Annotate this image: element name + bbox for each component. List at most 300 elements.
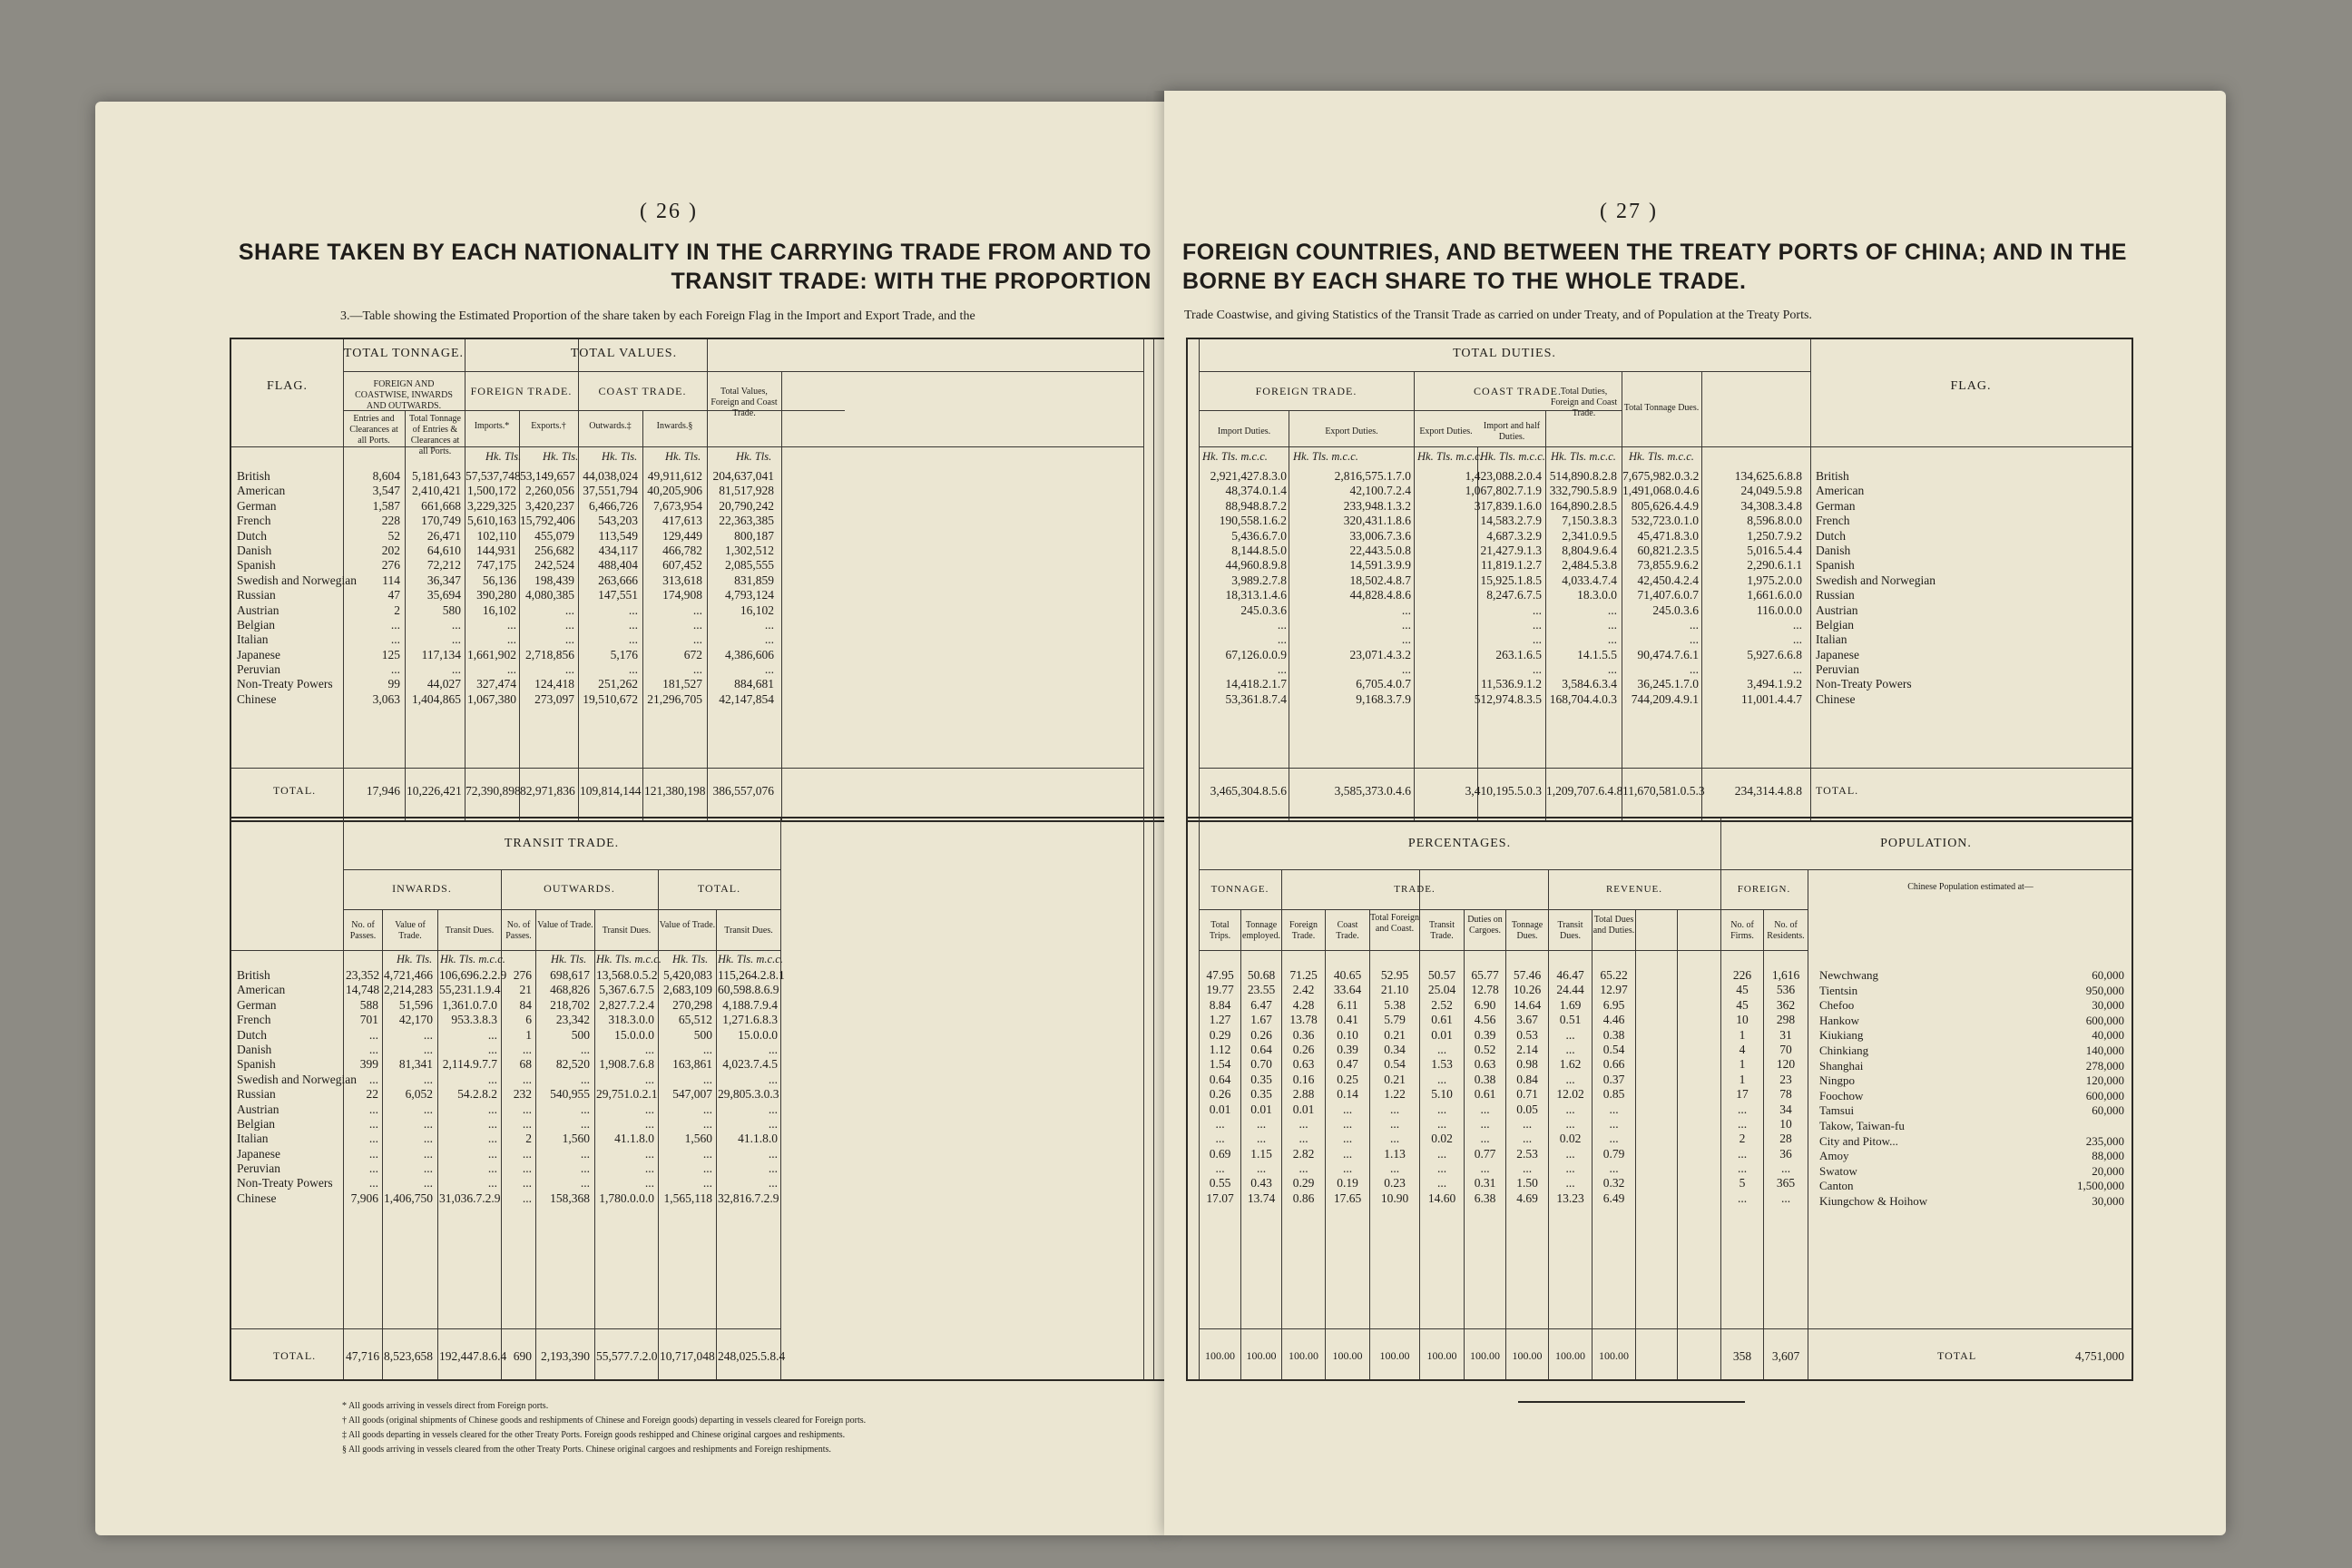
table-cell: 0.52 xyxy=(1474,1042,1496,1056)
table-cell: 500 xyxy=(571,1027,590,1042)
table-cell: 10 xyxy=(1779,1116,1792,1131)
table-cell: 0.34 xyxy=(1384,1042,1406,1056)
table-cell: ... xyxy=(487,1102,497,1116)
table-cell: 50.57 xyxy=(1427,968,1456,982)
table-cell: ... xyxy=(487,1132,497,1146)
flag-list-right xyxy=(1816,469,2124,707)
table-cell: 270,298 xyxy=(672,997,712,1012)
table-cell: ... xyxy=(390,632,400,647)
table-cell: 22,363,385 xyxy=(719,514,774,528)
table-cell: 23,342 xyxy=(555,1013,590,1027)
table-cell: 6,705.4.0.7 xyxy=(1356,677,1411,691)
page-title-left-line2: TRANSIT TRADE: WITH THE PROPORTION xyxy=(671,269,1152,294)
table-cell: British xyxy=(1816,469,1849,483)
table-cell: ... xyxy=(1342,1116,1353,1131)
table-cell: 512,974.8.3.5 xyxy=(1474,691,1542,706)
table-cell: ... xyxy=(768,1176,778,1191)
table-cell: 0.05 xyxy=(1516,1102,1538,1116)
table-cell: German xyxy=(237,997,277,1012)
table-cell: ... xyxy=(1737,1161,1748,1176)
table-cell: 64,610 xyxy=(426,543,461,557)
table-cell: 2.88 xyxy=(1292,1087,1315,1102)
table-cell: 3,547 xyxy=(372,484,400,498)
table-cell: 6.38 xyxy=(1474,1191,1496,1205)
table-cell: 884,681 xyxy=(734,677,774,691)
table-cell: ... xyxy=(580,1116,590,1131)
table-cell: 2,410,421 xyxy=(412,484,461,498)
transit-pct-column xyxy=(1420,968,1464,1206)
table-cell: 2,214,283 xyxy=(384,983,433,997)
table-cell: ... xyxy=(1256,1116,1267,1131)
table-cell: 4,033.4.7.4 xyxy=(1562,573,1617,587)
tonnage-dues-pct-column xyxy=(1506,968,1548,1206)
chinese-pop-header: Chinese Population estimated at— xyxy=(1907,882,2034,892)
table-cell: 42,100.7.2.4 xyxy=(1349,484,1411,498)
table-cell: 466,782 xyxy=(662,543,702,557)
table-cell: 3.67 xyxy=(1516,1013,1538,1027)
unit-label: Hk. Tls. m.c.c. xyxy=(1480,450,1545,463)
table-cell: ... xyxy=(580,1146,590,1161)
table-cell: 4,080,385 xyxy=(525,588,574,603)
table-cell: 1,560 xyxy=(684,1132,712,1146)
table-cell: ... xyxy=(522,1191,532,1205)
table-cell: ... xyxy=(1565,1027,1575,1042)
table-cell: 16,102 xyxy=(482,603,516,617)
table-cell: ... xyxy=(1436,1042,1447,1056)
table-cell: Chinese xyxy=(237,1191,277,1205)
table-cell: 168,704.4.0.3 xyxy=(1549,691,1617,706)
table-cell: 1 xyxy=(1739,1057,1746,1072)
table-cell: 13.23 xyxy=(1556,1191,1584,1205)
foreign-coastwise-header: FOREIGN AND COASTWISE, INWARDS AND OUTWARDS. xyxy=(355,379,453,411)
table-cell: 661,668 xyxy=(421,498,461,513)
table-cell: 1,404,865 xyxy=(412,691,461,706)
table-cell: 11,819.1.2.7 xyxy=(1481,558,1542,573)
table-cell: 67,126.0.0.9 xyxy=(1225,647,1287,662)
table-cell: 2.14 xyxy=(1516,1042,1538,1056)
page-subtitle-left: 3.—Table showing the Estimated Proportion of the share taken by each Foreign Flag in the Import and Export Trade, and the xyxy=(340,309,975,323)
table-cell: ... xyxy=(1532,603,1542,617)
port-name: Kiungchow & Hoihow xyxy=(1819,1193,1928,1208)
table-cell: 4.56 xyxy=(1474,1013,1496,1027)
total-duties-header: TOTAL DUTIES. xyxy=(1453,347,1556,360)
table-cell: 8,596.8.0.0 xyxy=(1747,514,1802,528)
table-cell: ... xyxy=(1609,1161,1619,1176)
table-cell: 57,537,748 xyxy=(466,469,521,483)
table-cell: 4.69 xyxy=(1516,1191,1538,1205)
table-cell: ... xyxy=(1389,1102,1400,1116)
table-cell: ... xyxy=(1522,1116,1533,1131)
table-cell: ... xyxy=(368,1042,378,1056)
table-cell: 158,368 xyxy=(550,1191,590,1205)
table-cell: ... xyxy=(580,1176,590,1191)
table-cell: ... xyxy=(1298,1132,1308,1146)
table-cell: 588 xyxy=(359,997,378,1012)
table-cell: 34,308.3.4.8 xyxy=(1740,498,1802,513)
table-cell: ... xyxy=(487,1161,497,1176)
table-cell: 4,023.7.4.5 xyxy=(722,1057,778,1072)
table-cell: 174,908 xyxy=(662,588,702,603)
table-cell: 21,296,705 xyxy=(647,691,702,706)
table-cell: 81,517,928 xyxy=(719,484,774,498)
table-cell: ... xyxy=(702,1042,712,1056)
table-cell: Japanese xyxy=(237,647,280,662)
table-cell: 0.47 xyxy=(1337,1057,1358,1072)
in-value-column xyxy=(384,968,433,1206)
table-cell: ... xyxy=(451,662,461,677)
table-cell: 29,751.0.2.1 xyxy=(596,1087,658,1102)
transit-trade-header: TRANSIT TRADE. xyxy=(504,837,620,850)
coast-export-duties-header: Export Duties. xyxy=(1419,426,1473,436)
list-item xyxy=(1819,1103,2124,1119)
table-cell: 232 xyxy=(513,1087,532,1102)
table-cell: 1,560 xyxy=(562,1132,590,1146)
table-cell: ... xyxy=(1298,1161,1308,1176)
table-cell: 50.68 xyxy=(1247,968,1276,982)
export-duties-header: Export Duties. xyxy=(1325,426,1378,436)
table-cell: 747,175 xyxy=(476,558,516,573)
table-cell: 13,568.0.5.2 xyxy=(596,968,658,982)
list-item xyxy=(1819,1179,2124,1194)
table-cell: 536 xyxy=(1776,983,1796,997)
table-cell: Non-Treaty Powers xyxy=(1816,677,1912,691)
table-cell: 198,439 xyxy=(534,573,574,587)
port-name: City and Pitow... xyxy=(1819,1133,1898,1148)
total-duties-fc-header: Total Duties, Foreign and Coast Trade. xyxy=(1550,387,1618,418)
unit-label: Hk. Tls. xyxy=(485,450,522,463)
table-cell: 44,027 xyxy=(426,677,461,691)
table-cell: ... xyxy=(1565,1042,1575,1056)
table-cell: 5.38 xyxy=(1384,997,1406,1012)
table-cell: ... xyxy=(487,1072,497,1086)
residents-total: 3,607 xyxy=(1771,1349,1800,1363)
table-cell: German xyxy=(237,498,277,513)
table-cell: ... xyxy=(768,1116,778,1131)
table-cell: 5,176 xyxy=(610,647,638,662)
table-cell: 60,821.2.3.5 xyxy=(1637,543,1699,557)
table-cell: 1.69 xyxy=(1559,997,1582,1012)
table-cell: 1 xyxy=(1739,1072,1746,1086)
transit-dues-pct-column xyxy=(1549,968,1592,1206)
entries-header: Entries and Clearances at all Ports. xyxy=(349,414,398,446)
table-cell: 0.54 xyxy=(1384,1057,1406,1072)
table-cell: ... xyxy=(1436,1116,1447,1131)
unit-label: Hk. Tls. xyxy=(736,450,772,463)
table-cell: Belgian xyxy=(237,617,275,632)
table-cell: Danish xyxy=(1816,543,1851,557)
table-cell: 181,527 xyxy=(662,677,702,691)
table-cell: ... xyxy=(506,632,516,647)
table-cell: 144,931 xyxy=(476,543,516,557)
table-cell: 245.0.3.6 xyxy=(1652,603,1699,617)
table-cell: ... xyxy=(564,632,574,647)
list-item xyxy=(1819,984,2124,999)
table-cell: ... xyxy=(522,1116,532,1131)
table-cell: ... xyxy=(764,617,774,632)
table-cell: ... xyxy=(692,632,702,647)
table-cell: 0.25 xyxy=(1337,1072,1358,1086)
table-cell: 10.90 xyxy=(1380,1191,1409,1205)
total-label: TOTAL. xyxy=(1816,784,1859,797)
table-cell: 3,420,237 xyxy=(525,498,574,513)
table-cell: Japanese xyxy=(1816,647,1859,662)
table-cell: 701 xyxy=(359,1013,378,1027)
foreign-trade-pct-header: Foreign Trade. xyxy=(1289,920,1318,941)
table-cell: 0.85 xyxy=(1602,1087,1625,1102)
total-duties-column xyxy=(1622,469,1699,707)
table-cell: ... xyxy=(644,1146,654,1161)
table-cell: 170,749 xyxy=(421,514,461,528)
table-cell: ... xyxy=(1401,662,1411,677)
total-trips-header: Total Trips. xyxy=(1209,920,1231,941)
table-cell: ... xyxy=(1609,1102,1619,1116)
table-cell: 17.65 xyxy=(1333,1191,1362,1205)
table-cell: 40,205,906 xyxy=(647,484,702,498)
table-cell: ... xyxy=(1480,1116,1490,1131)
table-cell: Belgian xyxy=(237,1116,275,1131)
table-cell: 5,420,083 xyxy=(663,968,712,982)
table-cell: Swedish and Norwegian xyxy=(1816,573,1936,587)
entries-column xyxy=(348,469,400,707)
table-cell: American xyxy=(237,983,286,997)
table-cell: ... xyxy=(1436,1146,1447,1161)
table-cell: ... xyxy=(1737,1191,1748,1205)
table-cell: Spanish xyxy=(1816,558,1855,573)
table-cell: ... xyxy=(692,603,702,617)
table-cell: 42,147,854 xyxy=(719,691,774,706)
table-cell: ... xyxy=(1401,603,1411,617)
table-cell: ... xyxy=(1532,632,1542,647)
table-cell: 0.64 xyxy=(1209,1072,1231,1086)
table-cell: 19.77 xyxy=(1206,983,1234,997)
table-cell: 20,790,242 xyxy=(719,498,774,513)
table-cell: 0.61 xyxy=(1474,1087,1496,1102)
table-cell: 218,702 xyxy=(550,997,590,1012)
port-population: 60,000 xyxy=(2092,968,2124,982)
foreign-trade-header: FOREIGN TRADE. xyxy=(470,385,573,397)
table-cell: 540,955 xyxy=(550,1087,590,1102)
no-residents-header: No. of Residents. xyxy=(1767,920,1805,941)
table-cell: 1,616 xyxy=(1771,968,1800,982)
table-cell: 33,006.7.3.6 xyxy=(1349,528,1411,543)
coast-trade-pct-header: Coast Trade. xyxy=(1336,920,1359,941)
table-cell: Dutch xyxy=(237,1027,267,1042)
total-values-fc-header: Total Values, Foreign and Coast Trade. xyxy=(710,387,778,418)
table-cell: 31,036.7.2.9 xyxy=(439,1191,501,1205)
in-dues-column xyxy=(439,968,507,1206)
table-cell: 2 xyxy=(525,1132,532,1146)
table-cell: ... xyxy=(1215,1161,1225,1176)
total-tot-dues: 248,025.5.8.4 xyxy=(718,1349,786,1363)
table-cell: ... xyxy=(702,1072,712,1086)
pct-total: 100.00 xyxy=(1426,1349,1457,1362)
table-cell: 0.01 xyxy=(1209,1102,1231,1116)
table-cell: Austrian xyxy=(237,603,279,617)
table-cell: ... xyxy=(628,603,638,617)
table-cell: 0.53 xyxy=(1516,1027,1538,1042)
table-cell: 744,209.4.9.1 xyxy=(1631,691,1699,706)
table-cell: ... xyxy=(1532,617,1542,632)
unit-label: Hk. Tls. xyxy=(672,953,709,965)
table-cell: 7,675,982.0.3.2 xyxy=(1622,469,1700,483)
table-cell: French xyxy=(237,1013,271,1027)
table-cell: 21.10 xyxy=(1380,983,1409,997)
table-cell: ... xyxy=(1607,617,1617,632)
table-cell: 0.16 xyxy=(1292,1072,1315,1086)
table-cell: 35,694 xyxy=(426,588,461,603)
table-cell: 9,168.3.7.9 xyxy=(1356,691,1411,706)
table-cell: ... xyxy=(1689,662,1699,677)
table-cell: 0.79 xyxy=(1602,1146,1625,1161)
table-cell: 55,231.1.9.4 xyxy=(439,983,501,997)
out-dues-column xyxy=(596,968,658,1206)
table-cell: ... xyxy=(487,1116,497,1131)
right-page xyxy=(1164,91,2226,1535)
outwards-header: Outwards.‡ xyxy=(589,421,632,431)
list-item xyxy=(1819,1028,2124,1044)
table-cell: 805,626.4.4.9 xyxy=(1631,498,1699,513)
table-cell: ... xyxy=(1532,662,1542,677)
table-cell: 37,551,794 xyxy=(583,484,638,498)
table-cell: ... xyxy=(487,1027,497,1042)
table-cell: 2,341.0.9.5 xyxy=(1562,528,1617,543)
coast-export-duties-column xyxy=(1415,469,1542,707)
table-cell: 0.21 xyxy=(1384,1027,1406,1042)
exports-column xyxy=(520,469,574,707)
table-cell: ... xyxy=(644,1176,654,1191)
table-cell: 6.11 xyxy=(1337,997,1358,1012)
total-in-dues: 192,447.8.6.4 xyxy=(439,1349,507,1363)
table-cell: 99 xyxy=(387,677,400,691)
table-cell: 18.3.0.0 xyxy=(1577,588,1617,603)
table-cell: 228 xyxy=(381,514,400,528)
table-cell: 500 xyxy=(693,1027,712,1042)
total-tonnage-header: TOTAL TONNAGE. xyxy=(343,347,465,360)
table-cell: 0.77 xyxy=(1474,1146,1496,1161)
table-cell: 81,341 xyxy=(398,1057,433,1072)
table-cell: 800,187 xyxy=(734,528,774,543)
table-cell: 5.10 xyxy=(1431,1087,1453,1102)
table-cell: Austrian xyxy=(1816,603,1858,617)
table-cell: 45,471.8.3.0 xyxy=(1637,528,1699,543)
flag-header-right: FLAG. xyxy=(1950,379,1992,393)
table-cell: 0.86 xyxy=(1292,1191,1315,1205)
tonnage-employed-header: Tonnage employed. xyxy=(1242,920,1280,941)
table-cell: 24.44 xyxy=(1556,983,1584,997)
table-cell: 1,302,512 xyxy=(725,543,774,557)
table-cell: Japanese xyxy=(237,1146,280,1161)
in-value-header: Value of Trade. xyxy=(395,920,426,941)
foreign-pop-header: FOREIGN. xyxy=(1737,884,1791,895)
table-cell: 5 xyxy=(1739,1176,1746,1191)
port-population: 20,000 xyxy=(2092,1163,2124,1178)
table-cell: Chinese xyxy=(1816,691,1856,706)
table-cell: 4 xyxy=(1739,1042,1746,1056)
table-cell: ... xyxy=(1256,1132,1267,1146)
table-cell: 21,427.9.1.3 xyxy=(1480,543,1542,557)
port-population: 120,000 xyxy=(2085,1073,2124,1088)
table-cell: 263.1.6.5 xyxy=(1495,647,1542,662)
firms-column xyxy=(1721,968,1763,1206)
table-cell: 1,661.6.0.0 xyxy=(1747,588,1802,603)
table-cell: 5,181,643 xyxy=(412,469,461,483)
table-cell: ... xyxy=(1792,662,1802,677)
table-cell: 28 xyxy=(1779,1132,1792,1146)
table-cell: 70 xyxy=(1779,1042,1792,1056)
table-cell: 3,584.6.3.4 xyxy=(1562,677,1617,691)
table-cell: ... xyxy=(1689,632,1699,647)
tonnage-dues-column xyxy=(1702,469,1802,707)
total-coast-inwards: 121,380,198 xyxy=(644,784,706,798)
table-cell: Italian xyxy=(237,632,269,647)
table-cell: 0.21 xyxy=(1384,1072,1406,1086)
table-cell: ... xyxy=(1689,617,1699,632)
table-cell: ... xyxy=(768,1102,778,1116)
list-item xyxy=(1819,1073,2124,1089)
table-cell: American xyxy=(1816,484,1865,498)
table-cell: Russian xyxy=(237,1087,276,1102)
table-cell: ... xyxy=(702,1146,712,1161)
table-cell: 1,661,902 xyxy=(467,647,516,662)
table-cell: 0.43 xyxy=(1250,1176,1272,1191)
table-cell: 73,855.9.6.2 xyxy=(1637,558,1699,573)
table-cell: 0.26 xyxy=(1292,1042,1315,1056)
table-cell: 7,673,954 xyxy=(653,498,702,513)
total-out-dues: 55,577.7.2.0 xyxy=(596,1349,658,1363)
total-label: TOTAL. xyxy=(273,784,317,797)
table-cell: 8,144.8.5.0 xyxy=(1231,543,1287,557)
table-cell: 23.55 xyxy=(1247,983,1276,997)
table-cell: ... xyxy=(1436,1176,1447,1191)
table-cell: ... xyxy=(1792,632,1802,647)
table-cell: 116.0.0.0 xyxy=(1756,603,1802,617)
table-cell: ... xyxy=(423,1072,433,1086)
table-cell: 953.3.8.3 xyxy=(451,1013,497,1027)
table-cell: ... xyxy=(1342,1146,1353,1161)
table-cell: 202 xyxy=(381,543,400,557)
table-cell: 26,471 xyxy=(426,528,461,543)
table-cell: 2,484.5.3.8 xyxy=(1562,558,1617,573)
population-total-value: 4,751,000 xyxy=(2075,1349,2124,1363)
table-cell: 0.39 xyxy=(1474,1027,1496,1042)
table-cell: 2.53 xyxy=(1516,1146,1538,1161)
table-cell: 23 xyxy=(1779,1072,1792,1086)
total-tonnage-dues: 234,314.4.8.8 xyxy=(1734,784,1802,798)
table-cell: ... xyxy=(423,1132,433,1146)
table-cell: 31 xyxy=(1779,1027,1792,1042)
table-cell: 2,921,427.8.3.0 xyxy=(1210,469,1287,483)
table-cell: ... xyxy=(1436,1102,1447,1116)
table-cell: ... xyxy=(628,617,638,632)
table-cell: ... xyxy=(368,1146,378,1161)
table-cell: 163,861 xyxy=(672,1057,712,1072)
table-cell: 1,975.2.0.0 xyxy=(1747,573,1802,587)
table-cell: 6.90 xyxy=(1474,997,1496,1012)
table-cell: ... xyxy=(506,662,516,677)
table-cell: 11,001.4.4.7 xyxy=(1741,691,1802,706)
table-cell: ... xyxy=(1609,1132,1619,1146)
table-cell: ... xyxy=(1607,662,1617,677)
table-cell: 102,110 xyxy=(476,528,516,543)
table-cell: 17 xyxy=(1736,1087,1749,1102)
percentages-table xyxy=(1186,817,2133,1381)
table-cell: 1.13 xyxy=(1384,1146,1406,1161)
table-cell: ... xyxy=(1737,1102,1748,1116)
total-in-passes: 47,716 xyxy=(346,1349,380,1363)
table-cell: ... xyxy=(451,632,461,647)
table-cell: 8,804.9.6.4 xyxy=(1562,543,1617,557)
coast-outwards-column xyxy=(580,469,638,707)
